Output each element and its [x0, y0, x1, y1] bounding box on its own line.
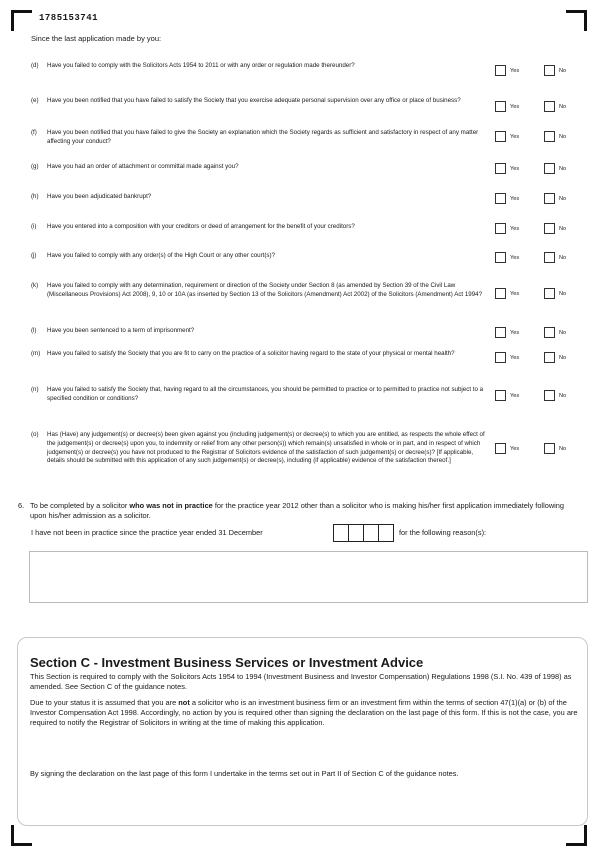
option-no[interactable] [544, 193, 566, 204]
option-yes[interactable] [495, 101, 519, 112]
yes-checkbox[interactable] [495, 163, 506, 174]
section-c-para-1: This Section is required to comply with the Solicitors Acts 1954 to 1994 (Investment Business and Investor Compensation) Regulations 1998 (S.I. No. 439 of 1998) as amended. See Section C of the guidance notes. [30, 672, 572, 691]
corner-mark-bottom-right [566, 825, 587, 846]
option-no[interactable] [544, 327, 566, 338]
intro-text: Since the last application made by you: [31, 34, 162, 43]
corner-mark-bottom-left [11, 825, 32, 846]
yes-label: Yes [510, 133, 520, 140]
year-digit-box-1[interactable] [333, 524, 349, 542]
question-text: Have you had an order of attachment or committal made against you? [47, 163, 239, 170]
option-no[interactable] [544, 252, 566, 263]
option-yes[interactable] [495, 193, 519, 204]
no-label: No [559, 445, 567, 452]
question-label: (f) [31, 129, 37, 136]
option-no[interactable] [544, 131, 566, 142]
question-text: Have you failed to satisfy the Society that you are fit to carry on the practice of a solicitor having regard to the state of your physical or mental health? [47, 350, 455, 357]
question-row [31, 223, 489, 232]
no-label: No [559, 195, 567, 202]
option-yes[interactable] [495, 131, 519, 142]
question-text: Have you been notified that you have failed to give the Society an explanation which the Society regards as sufficient and satisfactory in respect of any matter affecting your conduct? [47, 129, 479, 145]
option-yes[interactable] [495, 163, 519, 174]
question-row [31, 350, 489, 359]
question-label: (k) [31, 282, 39, 289]
option-yes[interactable] [495, 443, 519, 454]
section-6-number: 6. [18, 501, 25, 510]
question-label: (e) [31, 97, 39, 104]
option-no[interactable] [544, 352, 566, 363]
yes-label: Yes [510, 165, 520, 172]
question-text: Has (Have) any judgement(s) or decree(s) been given against you (including judgement(s) or decree(s) to which you are entitled, as respects the whole effect of the judgement(s) or decree(s) upon you, to indemnity or relief from any other person(s)) which remain(s) unsatisfied in whole or in part, and in respect of which judgement(s) or decree(s) you have not produced to the Registrar of Solicitors evidence of the satisfaction of such judgement(s) or decree(s)? [If applicable, details should be submitted with this application of any such judgement(s) or decree(s), including (if applicable) evidence of the satisfaction thereof.] [47, 431, 485, 465]
section-6-text: To be completed by a solicitor who was not in practice for the practice year 2012 other than a solicitor who is making his/her first application immediately following upon his/her admission as a solicitor. [30, 501, 565, 520]
question-row [31, 97, 489, 106]
reasons-text-area[interactable] [29, 551, 588, 603]
no-checkbox[interactable] [544, 65, 555, 76]
question-text: Have you been notified that you have failed to satisfy the Society that you exercise adequate personal supervision over any office or place of business? [47, 97, 461, 104]
yes-checkbox[interactable] [495, 352, 506, 363]
option-no[interactable] [544, 390, 566, 401]
question-row [31, 282, 489, 300]
no-checkbox[interactable] [544, 101, 555, 112]
question-label: (o) [31, 431, 39, 438]
yes-checkbox[interactable] [495, 223, 506, 234]
form-id: 1785153741 [39, 13, 99, 23]
yes-label: Yes [510, 354, 520, 361]
question-row [31, 431, 489, 466]
no-checkbox[interactable] [544, 223, 555, 234]
option-no[interactable] [544, 163, 566, 174]
question-label: (j) [31, 252, 37, 259]
option-yes[interactable] [495, 327, 519, 338]
no-checkbox[interactable] [544, 327, 555, 338]
no-label: No [559, 254, 567, 261]
question-row [31, 62, 489, 71]
corner-mark-top-left [11, 10, 32, 31]
option-yes[interactable] [495, 223, 519, 234]
question-text: Have you been sentenced to a term of imprisonment? [47, 327, 195, 334]
question-label: (h) [31, 193, 39, 200]
reasons-label: for the following reason(s): [399, 528, 487, 537]
question-row [31, 386, 489, 404]
option-no[interactable] [544, 443, 566, 454]
year-digit-box-2[interactable] [348, 524, 364, 542]
practice-year-line: I have not been in practice since the practice year ended 31 December [31, 528, 263, 537]
no-checkbox[interactable] [544, 163, 555, 174]
question-text: Have you failed to comply with any determination, requirement or direction of the Society under Section 8 (as amended by Section 39 of the Civil Law (Miscellaneous Provisions) Act 2008), 9, 10 or 10A (as inserted by Section 13 of the Solicitors (Amendment) Act 2002) of the Solicitors (Amendment) Act 1994? [47, 282, 483, 298]
question-row [31, 252, 489, 261]
option-no[interactable] [544, 288, 566, 299]
yes-label: Yes [510, 392, 520, 399]
yes-label: Yes [510, 254, 520, 261]
section-c-para-2: Due to your status it is assumed that you are not a solicitor who is an investment business firm or an investment firm within the terms of section 47(1)(a) or (b) of the Investor Compensation Act 1998. Accordingly, no action by you is required other than signing the declaration on the last page of this form. If this is not the case, you are required to notify the Registrar of Solicitors in writing at the time of making this application. [30, 698, 578, 727]
option-no[interactable] [544, 223, 566, 234]
no-label: No [559, 290, 567, 297]
yes-checkbox[interactable] [495, 288, 506, 299]
yes-checkbox[interactable] [495, 252, 506, 263]
yes-label: Yes [510, 445, 520, 452]
question-text: Have you failed to satisfy the Society that, having regard to all the circumstances, you should be permitted to practice or to permitted to practice not subject to a specified condition or conditions? [47, 386, 484, 402]
no-checkbox[interactable] [544, 352, 555, 363]
no-label: No [559, 67, 567, 74]
yes-checkbox[interactable] [495, 390, 506, 401]
no-checkbox[interactable] [544, 443, 555, 454]
yes-label: Yes [510, 195, 520, 202]
section-c-para-3: By signing the declaration on the last page of this form I undertake in the terms set out in Part II of Section C of the guidance notes. [30, 769, 459, 778]
no-checkbox[interactable] [544, 131, 555, 142]
option-yes[interactable] [495, 288, 519, 299]
yes-checkbox[interactable] [495, 327, 506, 338]
yes-label: Yes [510, 225, 520, 232]
question-label: (n) [31, 386, 39, 393]
no-label: No [559, 103, 567, 110]
option-no[interactable] [544, 65, 566, 76]
option-yes[interactable] [495, 390, 519, 401]
option-yes[interactable] [495, 252, 519, 263]
question-row [31, 163, 489, 172]
no-checkbox[interactable] [544, 288, 555, 299]
option-yes[interactable] [495, 65, 519, 76]
no-label: No [559, 165, 567, 172]
option-yes[interactable] [495, 352, 519, 363]
question-text: Have you failed to comply with the Solicitors Acts 1954 to 2011 or with any order or regulation made thereunder? [47, 62, 355, 69]
question-text: Have you been adjudicated bankrupt? [47, 193, 152, 200]
year-digit-box-4[interactable] [378, 524, 394, 542]
question-row [31, 129, 489, 147]
yes-checkbox[interactable] [495, 193, 506, 204]
yes-label: Yes [510, 103, 520, 110]
corner-mark-top-right [566, 10, 587, 31]
yes-checkbox[interactable] [495, 131, 506, 142]
no-checkbox[interactable] [544, 193, 555, 204]
question-text: Have you entered into a composition with your creditors or deed of arrangement for the benefit of your creditors? [47, 223, 355, 230]
yes-label: Yes [510, 329, 520, 336]
question-label: (d) [31, 62, 39, 69]
no-label: No [559, 329, 567, 336]
no-checkbox[interactable] [544, 252, 555, 263]
no-label: No [559, 354, 567, 361]
no-checkbox[interactable] [544, 390, 555, 401]
question-label: (g) [31, 163, 39, 170]
no-label: No [559, 392, 567, 399]
no-label: No [559, 225, 567, 232]
no-label: No [559, 133, 567, 140]
question-label: (i) [31, 223, 37, 230]
question-label: (m) [31, 350, 41, 357]
yes-checkbox[interactable] [495, 101, 506, 112]
yes-label: Yes [510, 67, 520, 74]
section-c-heading: Section C - Investment Business Services or Investment Advice [30, 655, 424, 670]
question-row [31, 327, 489, 336]
question-text: Have you failed to comply with any order(s) of the High Court or any other court(s)? [47, 252, 276, 259]
yes-checkbox[interactable] [495, 443, 506, 454]
yes-label: Yes [510, 290, 520, 297]
question-row [31, 193, 489, 202]
year-digit-box-3[interactable] [363, 524, 379, 542]
question-label: (l) [31, 327, 37, 334]
option-no[interactable] [544, 101, 566, 112]
section-c-box [17, 637, 588, 826]
yes-checkbox[interactable] [495, 65, 506, 76]
